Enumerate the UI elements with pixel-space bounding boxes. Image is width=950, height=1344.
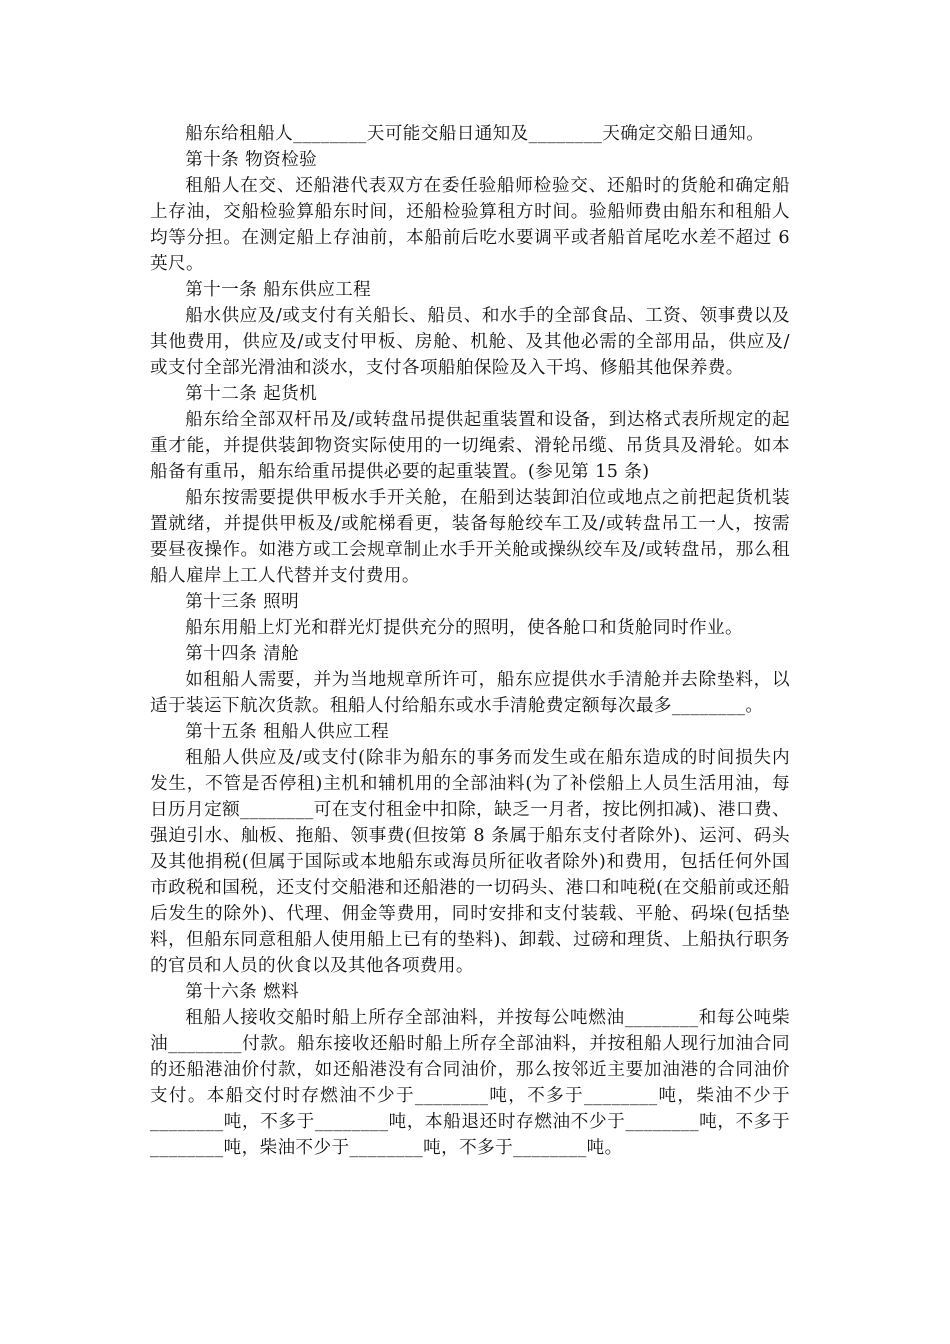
article-13-heading: 第十三条 照明 [185,592,300,612]
article-16-heading: 第十六条 燃料 [185,982,300,1002]
article-10-body: 租船人在交、还船港代表双方在委任验船师检验交、还船时的货舱和确定船上存油，交船检验算船东时间，还船检验算租方时间。验船师费由船东和租船人均等分担。在测定船上存油前，本船前后吃水要调平或者船首尾吃水差不超过 6 英尺。 [150,176,790,274]
article-15-heading: 第十五条 租船人供应工程 [185,722,390,742]
document-body [150,121,790,1161]
article-14-heading: 第十四条 清舱 [185,644,300,664]
article-10-heading: 第十条 物资检验 [185,150,318,170]
article-12-body-2: 船东按需要提供甲板水手开关舱，在船到达装卸泊位或地点之前把起货机装置就绪，并提供甲板及/或舵梯看更，装备每舱绞车工及/或转盘吊工一人，按需要昼夜操作。如港方或工会规章制止水手开关舱或操纵绞车及/或转盘吊，那么租船人雇岸上工人代替并支付费用。 [150,488,790,586]
paragraph-delivery-notice: 船东给租船人________天可能交船日通知及________天确定交船日通知。 [185,124,765,144]
article-11-heading: 第十一条 船东供应工程 [185,280,372,300]
article-14-body: 如租船人需要，并为当地规章所许可，船东应提供水手清舱并去除垫料，以适于装运下航次货款。租船人付给船东或水手清舱费定额每次最多________。 [150,670,790,716]
article-12-body-1: 船东给全部双杆吊及/或转盘吊提供起重装置和设备，到达格式表所规定的起重才能，并提供装卸物资实际使用的一切绳索、滑轮吊缆、吊货具及滑轮。如本船备有重吊，船东给重吊提供必要的起重装置。(参见第 15 条) [150,410,790,482]
article-11-body: 船水供应及/或支付有关船长、船员、和水手的全部食品、工资、领事费以及其他费用，供应及/或支付甲板、房舱、机舱、及其他必需的全部用品，供应及/或支付全部光滑油和淡水，支付各项船舶保险及入干坞、修船其他保养费。 [150,306,790,378]
article-16-body: 租船人接收交船时船上所存全部油料，并按每公吨燃油________和每公吨柴油________付款。船东接收还船时船上所存全部油料，并按租船人现行加油合同的还船港油价付款，如还船港没有合同油价，那么按邻近主要加油港的合同油价支付。本船交付时存燃油不少于________吨，不多于________吨，柴油不少于________吨，不多于________吨，本船退还时存燃油不少于________吨，不多于________吨，柴油不少于________吨，不多于________吨。 [150,1008,790,1158]
article-15-body: 租船人供应及/或支付(除非为船东的事务而发生或在船东造成的时间损失内发生，不管是否停租)主机和辅机用的全部油料(为了补偿船上人员生活用油，每日历月定额________可在支付租金中扣除，缺乏一月者，按比例扣减)、港口费、强迫引水、舢板、拖船、领事费(但按第 8 条属于船东支付者除外)、运河、码头及其他捐税(但属于国际或本地船东或海员所征收者除外)和费用，包括任何外国市政税和国税，还支付交船港和还船港的一切码头、港口和吨税(在交船前或还船后发生的除外)、代理、佣金等费用，同时安排和支付装载、平舱、码垛(包括垫料，但船东同意租船人使用船上已有的垫料)、卸载、过磅和理货、上船执行职务的官员和人员的伙食以及其他各项费用。 [150,748,790,976]
article-12-heading: 第十二条 起货机 [185,384,318,404]
article-13-body: 船东用船上灯光和群光灯提供充分的照明，使各舱口和货舱同时作业。 [185,618,743,638]
